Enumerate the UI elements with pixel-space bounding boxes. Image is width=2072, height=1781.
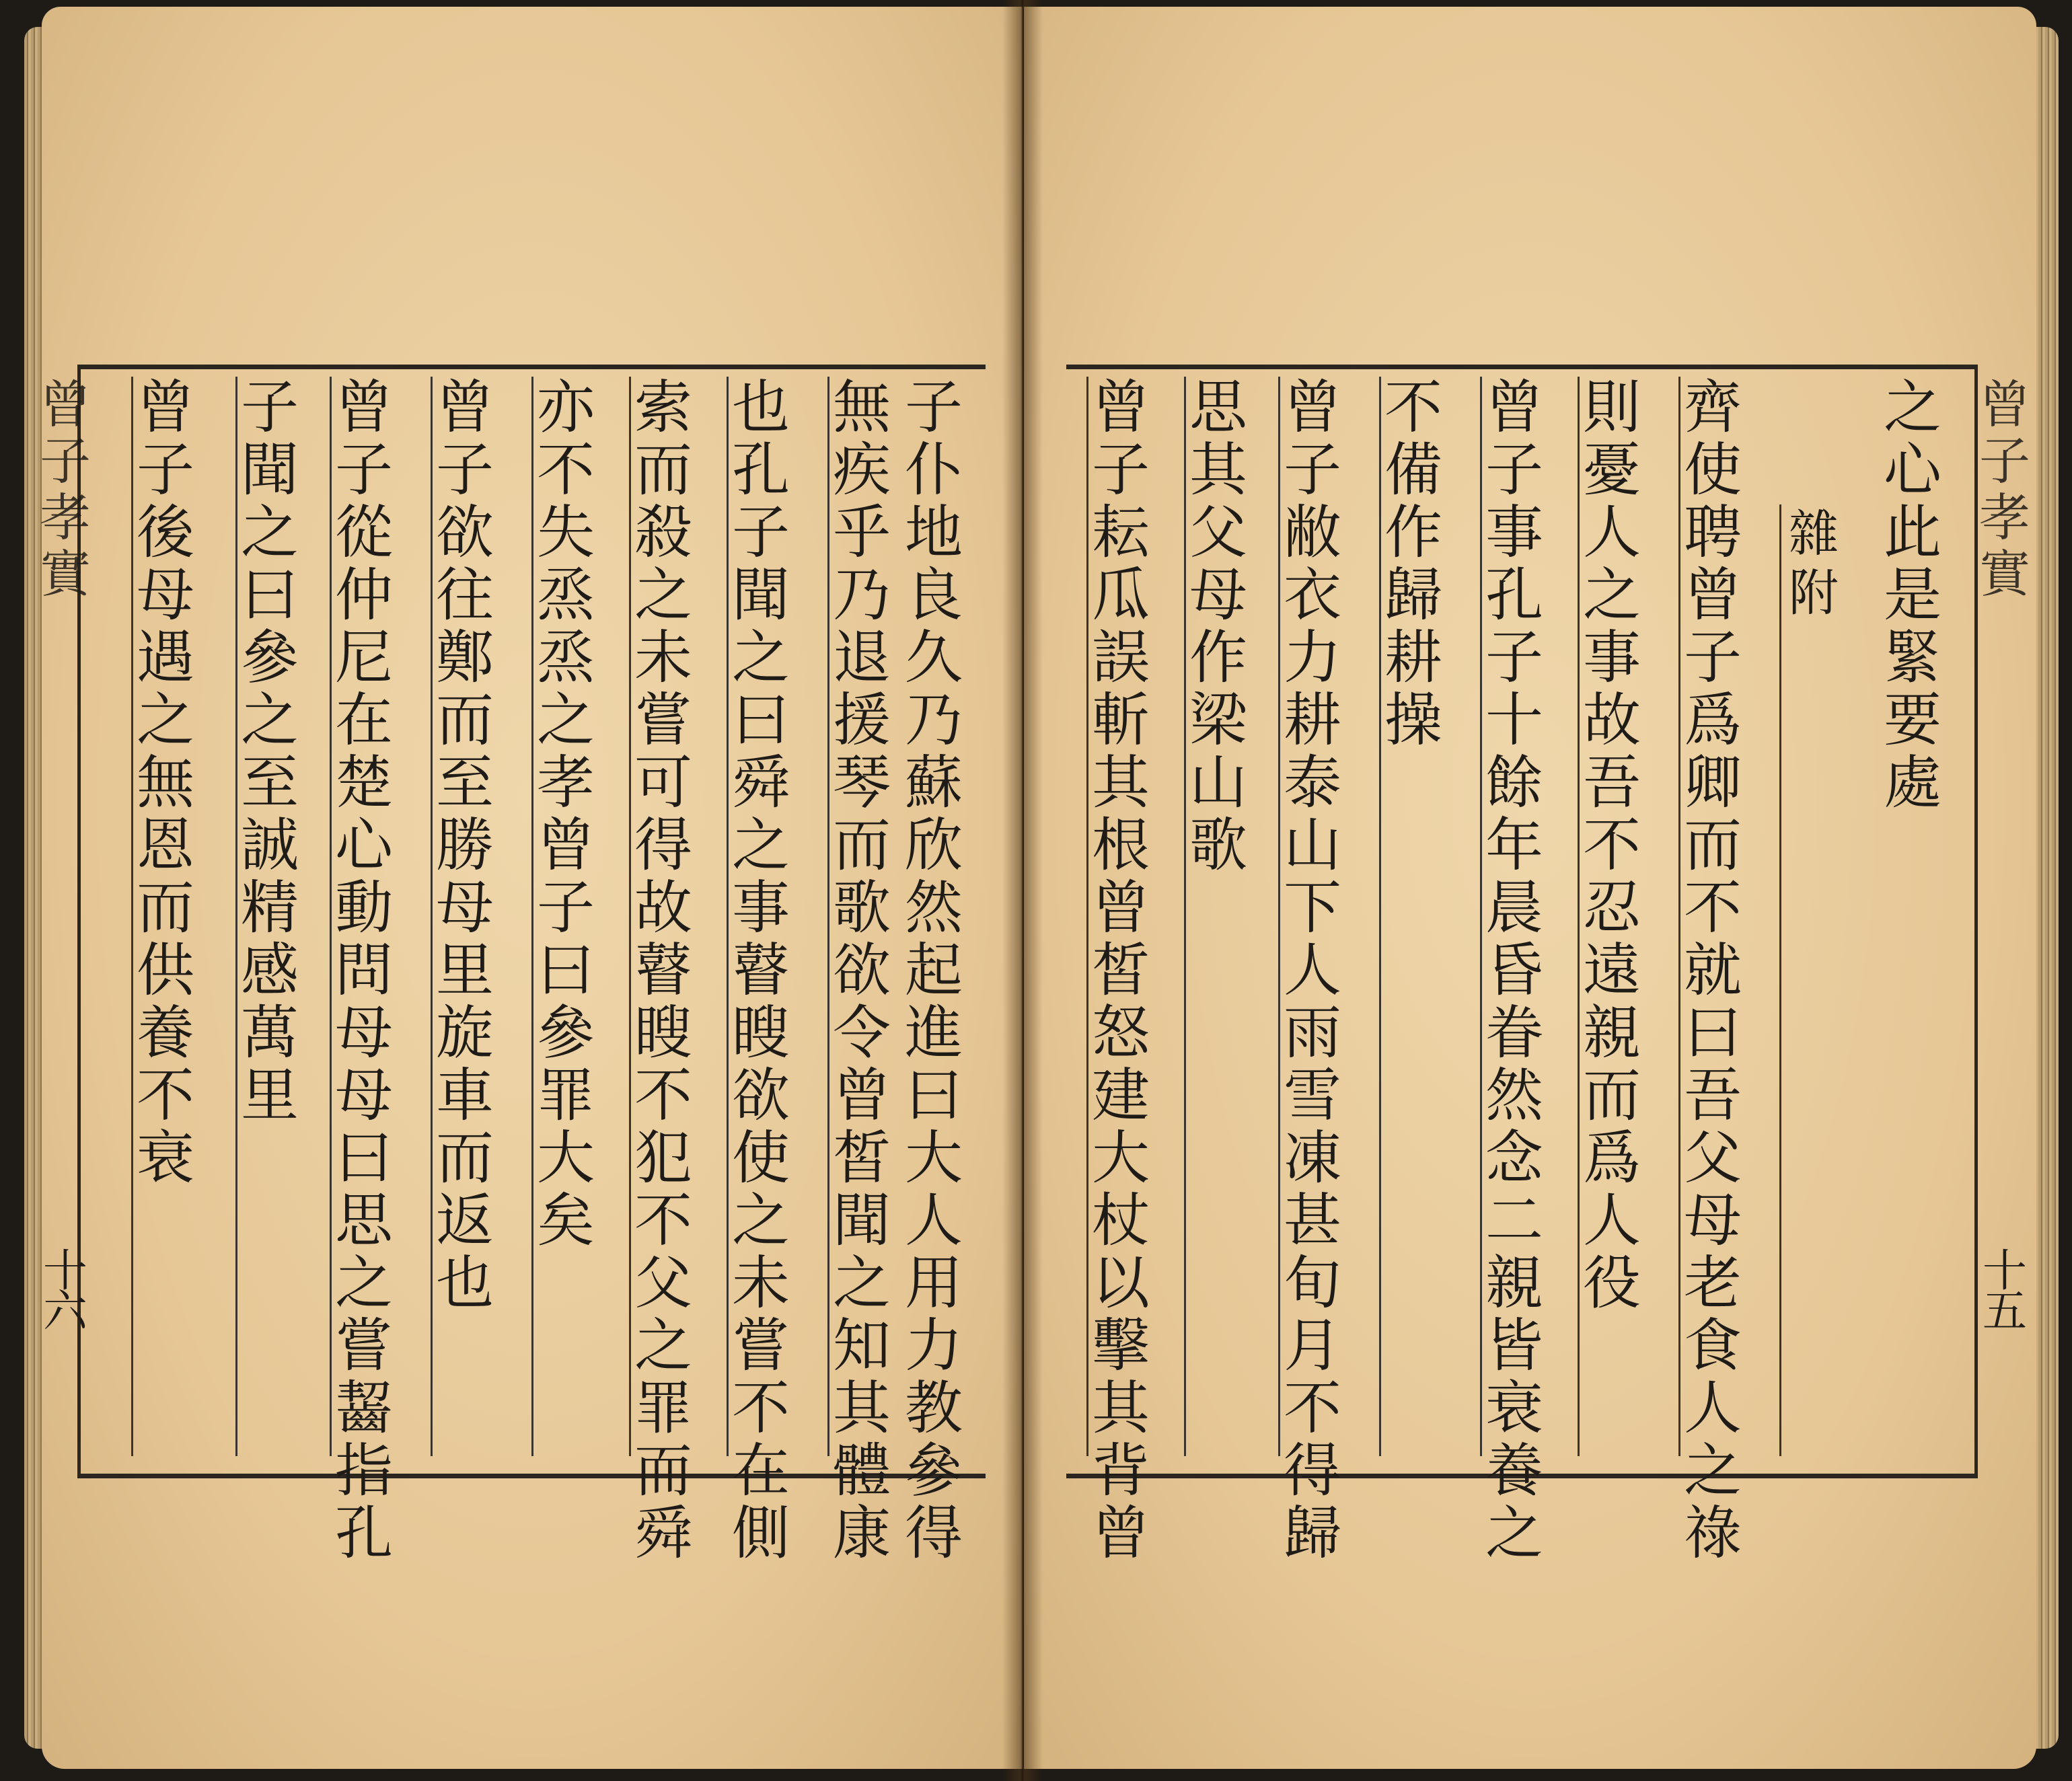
glyph: 至 [241, 749, 299, 817]
glyph: 萬 [241, 999, 299, 1067]
left-margin-title [42, 377, 89, 603]
glyph: 背 [1092, 1437, 1150, 1505]
glyph: 養 [137, 999, 194, 1067]
glyph: 念 [1485, 1125, 1543, 1192]
text-column [1480, 374, 1547, 1567]
glyph: 而 [634, 1437, 692, 1505]
glyph: 事 [1485, 499, 1543, 566]
glyph: 旋 [436, 999, 494, 1067]
glyph: 側 [732, 1500, 790, 1567]
glyph: 至 [436, 749, 494, 817]
glyph: 耘 [1092, 499, 1150, 566]
glyph: 失 [537, 499, 595, 566]
glyph: 無 [833, 374, 891, 441]
glyph: 誤 [1092, 624, 1150, 691]
glyph: 欣 [905, 812, 963, 879]
glyph: 爲 [1583, 1125, 1641, 1192]
glyph: 以 [1092, 1250, 1150, 1317]
glyph: 母 [436, 874, 494, 942]
glyph: 其 [1189, 437, 1247, 504]
glyph: 無 [137, 749, 194, 817]
glyph: 之 [1684, 1437, 1742, 1505]
text-column [1379, 374, 1446, 1456]
glyph: 不 [1684, 874, 1742, 942]
glyph: 孔 [335, 1500, 393, 1567]
glyph: 而 [833, 812, 891, 879]
glyph: 之 [137, 687, 194, 754]
glyph: 力 [1284, 624, 1341, 691]
glyph: 昏 [1485, 937, 1543, 1004]
glyph: 雜 [1789, 505, 1839, 563]
glyph: 不 [1384, 374, 1442, 441]
glyph: 精 [241, 874, 299, 942]
glyph: 欲 [833, 937, 891, 1004]
glyph: 五 [1983, 1285, 2027, 1337]
glyph: 聞 [732, 562, 790, 629]
glyph: 仆 [905, 437, 963, 504]
glyph: 往 [436, 562, 494, 629]
glyph: 就 [1684, 937, 1742, 1004]
glyph: 而 [436, 687, 494, 754]
book-gutter [1002, 0, 1043, 1781]
glyph: 其 [1092, 1375, 1150, 1442]
text-column [727, 374, 793, 1567]
glyph: 歌 [1189, 812, 1247, 879]
glyph: 眷 [1485, 999, 1543, 1067]
glyph: 凍 [1284, 1125, 1341, 1192]
glyph: 地 [905, 499, 963, 566]
glyph: 甚 [1284, 1187, 1341, 1254]
text-column [629, 374, 696, 1567]
glyph: 母 [1189, 562, 1247, 629]
glyph: 里 [436, 937, 494, 1004]
glyph: 尼 [335, 624, 393, 691]
glyph: 嘗 [634, 687, 692, 754]
glyph: 之 [1583, 562, 1641, 629]
glyph: 大 [905, 1125, 963, 1192]
glyph: 泰 [1284, 749, 1341, 817]
glyph: 得 [1284, 1437, 1341, 1505]
glyph: 操 [1384, 687, 1442, 754]
glyph: 聞 [241, 437, 299, 504]
glyph: 耕 [1284, 687, 1341, 754]
glyph: 指 [335, 1437, 393, 1505]
glyph: 感 [241, 937, 299, 1004]
glyph: 雨 [1284, 999, 1341, 1067]
glyph: 旬 [1284, 1250, 1341, 1317]
glyph: 用 [905, 1250, 963, 1317]
glyph: 母 [1684, 1187, 1742, 1254]
glyph: 之 [241, 687, 299, 754]
glyph: 梁 [1189, 687, 1247, 754]
glyph: 蘇 [905, 749, 963, 817]
glyph: 人 [905, 1187, 963, 1254]
glyph: 子 [1284, 437, 1341, 504]
glyph: 年 [1485, 812, 1543, 879]
glyph: 實 [40, 544, 91, 604]
glyph: 祿 [1684, 1500, 1742, 1567]
text-column [131, 374, 198, 1456]
glyph: 後 [137, 499, 194, 566]
left-folio-number [42, 1245, 89, 1337]
glyph: 返 [436, 1187, 494, 1254]
glyph: 十 [43, 1245, 87, 1297]
glyph: 處 [1884, 749, 1941, 817]
text-column [235, 374, 302, 1456]
glyph: 母 [335, 999, 393, 1067]
glyph: 曾 [1092, 874, 1150, 942]
glyph: 曾 [833, 1062, 891, 1129]
glyph: 曾 [436, 374, 494, 441]
glyph: 衣 [1284, 562, 1341, 629]
glyph: 心 [335, 812, 393, 879]
glyph: 下 [1284, 874, 1341, 942]
glyph: 故 [1583, 687, 1641, 754]
glyph: 亦 [537, 374, 595, 441]
glyph: 母 [335, 1062, 393, 1129]
text-column [431, 374, 497, 1456]
glyph: 歌 [833, 874, 891, 942]
glyph: 故 [634, 874, 692, 942]
glyph: 令 [833, 999, 891, 1067]
right-folio-number [1981, 1245, 2028, 1337]
glyph: 曾 [537, 812, 595, 879]
glyph: 心 [1884, 437, 1941, 504]
glyph: 退 [833, 624, 891, 691]
glyph: 子 [1979, 431, 2030, 491]
glyph: 之 [241, 499, 299, 566]
glyph: 子 [1684, 624, 1742, 691]
glyph: 罪 [634, 1375, 692, 1442]
glyph: 六 [43, 1285, 87, 1337]
glyph: 疾 [833, 437, 891, 504]
glyph: 作 [1189, 624, 1247, 691]
glyph: 養 [1485, 1437, 1543, 1505]
glyph: 曰 [905, 1062, 963, 1129]
glyph: 曾 [1485, 374, 1543, 441]
glyph: 欲 [732, 1062, 790, 1129]
glyph: 曾 [1684, 562, 1742, 629]
glyph: 皙 [1092, 937, 1150, 1004]
glyph: 起 [905, 937, 963, 1004]
glyph: 在 [732, 1437, 790, 1505]
glyph: 人 [1583, 1187, 1641, 1254]
glyph: 鄭 [436, 624, 494, 691]
glyph: 嘗 [732, 1312, 790, 1379]
glyph: 親 [1583, 999, 1641, 1067]
glyph: 供 [137, 937, 194, 1004]
glyph: 忍 [1583, 874, 1641, 942]
glyph: 耕 [1384, 624, 1442, 691]
glyph: 備 [1384, 437, 1442, 504]
glyph: 瞽 [634, 937, 692, 1004]
glyph: 之 [732, 624, 790, 691]
glyph: 曾 [1979, 375, 2030, 434]
glyph: 聘 [1684, 499, 1742, 566]
glyph: 杖 [1092, 1187, 1150, 1254]
glyph: 根 [1092, 812, 1150, 879]
glyph: 參 [241, 624, 299, 691]
glyph: 事 [1583, 624, 1641, 691]
glyph: 之 [1485, 1500, 1543, 1567]
glyph: 父 [1189, 499, 1247, 566]
glyph: 十 [1983, 1245, 2027, 1297]
glyph: 體 [833, 1437, 891, 1505]
glyph: 舜 [634, 1500, 692, 1567]
right-margin-title [1981, 377, 2028, 603]
glyph: 則 [1583, 374, 1641, 441]
glyph: 斬 [1092, 687, 1150, 754]
glyph: 老 [1684, 1250, 1742, 1317]
glyph: 歸 [1284, 1500, 1341, 1567]
glyph: 進 [905, 999, 963, 1067]
glyph: 二 [1485, 1187, 1543, 1254]
glyph: 殺 [634, 499, 692, 566]
glyph: 卿 [1684, 749, 1742, 817]
glyph: 曾 [1092, 374, 1150, 441]
glyph: 也 [436, 1250, 494, 1317]
glyph: 里 [241, 1062, 299, 1129]
glyph: 之 [1884, 374, 1941, 441]
glyph: 爲 [1684, 687, 1742, 754]
glyph: 附 [1789, 564, 1839, 622]
glyph: 人 [1284, 937, 1341, 1004]
glyph: 曾 [137, 374, 194, 441]
glyph: 孝 [1979, 488, 2030, 547]
glyph: 也 [732, 374, 790, 441]
glyph: 怒 [1092, 999, 1150, 1067]
glyph: 援 [833, 687, 891, 754]
glyph: 子 [905, 374, 963, 441]
glyph: 雪 [1284, 1062, 1341, 1129]
glyph: 之 [732, 812, 790, 879]
glyph: 欲 [436, 499, 494, 566]
glyph: 不 [537, 437, 595, 504]
glyph: 車 [436, 1062, 494, 1129]
glyph: 山 [1189, 749, 1247, 817]
text-column [1086, 374, 1153, 1567]
text-column [1278, 374, 1345, 1567]
glyph: 乎 [833, 499, 891, 566]
glyph: 餘 [1485, 749, 1543, 817]
glyph: 久 [905, 624, 963, 691]
glyph: 而 [634, 437, 692, 504]
glyph: 可 [634, 749, 692, 817]
glyph: 瞍 [634, 999, 692, 1067]
glyph: 而 [1684, 812, 1742, 879]
glyph: 敝 [1284, 499, 1341, 566]
glyph: 子 [732, 499, 790, 566]
glyph: 不 [732, 1375, 790, 1442]
glyph: 勝 [436, 812, 494, 879]
text-column [827, 374, 894, 1567]
text-column [901, 374, 966, 1567]
glyph: 之 [634, 1312, 692, 1379]
glyph: 子 [40, 431, 91, 491]
glyph: 曰 [335, 1125, 393, 1192]
text-column [1578, 374, 1644, 1456]
glyph: 大 [537, 1125, 595, 1192]
glyph: 此 [1884, 499, 1941, 566]
text-column [531, 374, 598, 1456]
glyph: 作 [1384, 499, 1442, 566]
glyph: 其 [833, 1375, 891, 1442]
glyph: 晨 [1485, 874, 1543, 942]
glyph: 皙 [833, 1125, 891, 1192]
glyph: 思 [335, 1187, 393, 1254]
glyph: 舜 [732, 749, 790, 817]
glyph: 孝 [40, 488, 91, 547]
glyph: 人 [1583, 499, 1641, 566]
glyph: 在 [335, 687, 393, 754]
glyph: 事 [732, 874, 790, 942]
glyph: 之 [833, 1250, 891, 1317]
glyph: 犯 [634, 1125, 692, 1192]
glyph: 衰 [1485, 1375, 1543, 1442]
glyph: 教 [905, 1375, 963, 1442]
glyph: 思 [1189, 374, 1247, 441]
glyph: 月 [1284, 1312, 1341, 1379]
glyph: 使 [732, 1125, 790, 1192]
glyph: 曾 [40, 375, 91, 434]
glyph: 參 [905, 1437, 963, 1505]
glyph: 乃 [905, 687, 963, 754]
glyph: 參 [537, 999, 595, 1067]
glyph: 役 [1583, 1250, 1641, 1317]
glyph: 擊 [1092, 1312, 1150, 1379]
glyph: 要 [1884, 687, 1941, 754]
glyph: 仲 [335, 562, 393, 629]
glyph: 子 [1092, 437, 1150, 504]
glyph: 遠 [1583, 937, 1641, 1004]
glyph: 齊 [1684, 374, 1742, 441]
glyph: 然 [905, 874, 963, 942]
glyph: 子 [137, 437, 194, 504]
glyph: 索 [634, 374, 692, 441]
glyph: 齧 [335, 1375, 393, 1442]
glyph: 不 [634, 1187, 692, 1254]
glyph: 孔 [732, 437, 790, 504]
glyph: 瞍 [732, 999, 790, 1067]
glyph: 孔 [1485, 562, 1543, 629]
glyph: 子 [1485, 624, 1543, 691]
text-column [330, 374, 396, 1567]
glyph: 從 [335, 499, 393, 566]
glyph: 遇 [137, 624, 194, 691]
glyph: 父 [1684, 1125, 1742, 1192]
glyph: 建 [1092, 1062, 1150, 1129]
glyph: 不 [1284, 1375, 1341, 1442]
glyph: 曰 [732, 687, 790, 754]
glyph: 使 [1684, 437, 1742, 504]
glyph: 曾 [1284, 374, 1341, 441]
glyph: 得 [634, 812, 692, 879]
glyph: 曰 [241, 562, 299, 629]
glyph: 康 [833, 1500, 891, 1567]
glyph: 而 [137, 874, 194, 942]
glyph: 是 [1884, 562, 1941, 629]
glyph: 曾 [335, 374, 393, 441]
glyph: 然 [1485, 1062, 1543, 1129]
glyph: 不 [137, 1062, 194, 1129]
glyph: 緊 [1884, 624, 1941, 691]
glyph: 之 [732, 1187, 790, 1254]
glyph: 而 [436, 1125, 494, 1192]
glyph: 人 [1684, 1375, 1742, 1442]
glyph: 親 [1485, 1250, 1543, 1317]
glyph: 瓜 [1092, 562, 1150, 629]
glyph: 知 [833, 1312, 891, 1379]
glyph: 瞽 [732, 937, 790, 1004]
glyph: 子 [1485, 437, 1543, 504]
glyph: 動 [335, 874, 393, 942]
glyph: 矣 [537, 1187, 595, 1254]
text-column-heading [1779, 504, 1846, 1456]
glyph: 子 [537, 874, 595, 942]
glyph: 其 [1092, 749, 1150, 817]
glyph: 嘗 [335, 1312, 393, 1379]
text-column [1184, 374, 1251, 1456]
glyph: 曾 [1092, 1500, 1150, 1567]
glyph: 十 [1485, 687, 1543, 754]
glyph: 曰 [537, 937, 595, 1004]
glyph: 大 [1092, 1125, 1150, 1192]
text-column [1678, 374, 1745, 1567]
glyph: 得 [905, 1500, 963, 1567]
glyph: 父 [634, 1250, 692, 1317]
glyph: 未 [732, 1250, 790, 1317]
glyph: 烝 [537, 624, 595, 691]
glyph: 子 [335, 437, 393, 504]
glyph: 山 [1284, 812, 1341, 879]
glyph: 皆 [1485, 1312, 1543, 1379]
glyph: 琴 [833, 749, 891, 817]
glyph: 衰 [137, 1125, 194, 1192]
glyph: 食 [1684, 1312, 1742, 1379]
glyph: 良 [905, 562, 963, 629]
glyph: 楚 [335, 749, 393, 817]
glyph: 不 [1583, 812, 1641, 879]
glyph: 之 [335, 1250, 393, 1317]
glyph: 歸 [1384, 562, 1442, 629]
glyph: 實 [1979, 544, 2030, 604]
glyph: 之 [537, 687, 595, 754]
glyph: 吾 [1684, 1062, 1742, 1129]
glyph: 乃 [833, 562, 891, 629]
glyph: 烝 [537, 562, 595, 629]
glyph: 不 [634, 1062, 692, 1129]
glyph: 問 [335, 937, 393, 1004]
glyph: 而 [1583, 1062, 1641, 1129]
glyph: 憂 [1583, 437, 1641, 504]
glyph: 聞 [833, 1187, 891, 1254]
glyph: 之 [634, 562, 692, 629]
glyph: 吾 [1583, 749, 1641, 817]
glyph: 力 [905, 1312, 963, 1379]
glyph: 孝 [537, 749, 595, 817]
glyph: 罪 [537, 1062, 595, 1129]
glyph: 子 [241, 374, 299, 441]
glyph: 子 [436, 437, 494, 504]
glyph: 恩 [137, 812, 194, 879]
glyph: 未 [634, 624, 692, 691]
glyph: 誠 [241, 812, 299, 879]
text-column [1880, 374, 1945, 1456]
glyph: 母 [137, 562, 194, 629]
glyph: 曰 [1684, 999, 1742, 1067]
